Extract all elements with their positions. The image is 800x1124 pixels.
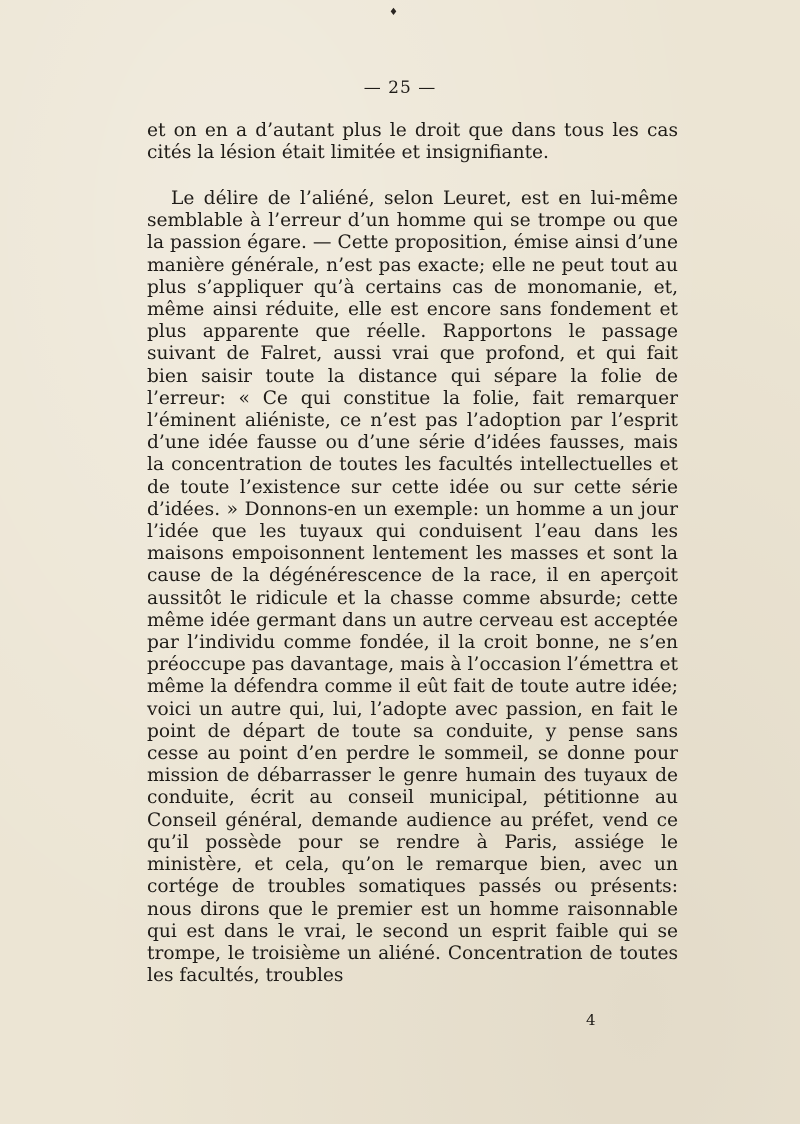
page-number-header: — 25 — [363, 78, 437, 98]
paragraph-main: Le délire de l’aliéné, selon Leuret, est en lui-même semblable à l’erreur d’un homme qui se trompe ou que la passion égare. — Cette proposition, émise ainsi d’une manière générale, n’est pas exacte; elle ne peut tout au plus s’appliquer qu’à certains cas de monomanie, et, même ainsi réduite, elle est encore sans fondement et plus apparente que réelle. Rapportons le passage suivant de Falret, aussi vrai que profond, et qui fait bien saisir toute la distance qui sépare la folie de l’erreur: « Ce qui constitue la folie, fait remarquer l’éminent aliéniste, ce n’est pas l’adoption par l’esprit d’une idée fausse ou d’une série d’idées fausses, mais la concentration de toutes les facultés intellectuelles et de toute l’existence sur cette idée ou sur cette série d’idées. » Donnons-en un exemple: un homme a un jour l’idée que les tuyaux qui conduisent l’eau dans les maisons empoisonnent lentement les masses et sont la cause de la dégénérescence de la race, il en aperçoit aussitôt le ridicule et la chasse comme absurde; cette même idée germant dans un autre cerveau est acceptée par l’individu comme fondée, il la croit bonne, ne s’en préoccupe pas davantage, mais à l’occasion l’émettra et même la défendra comme il eût fait de toute autre idée; voici un autre qui, lui, l’adopte avec passion, en fait le point de départ de toute sa conduite, y pense sans cesse au point d’en perdre le sommeil, se donne pour mission de débarrasser le genre humain des tuyaux de conduite, écrit au conseil municipal, pétitionne au Conseil général, demande audience au préfet, vend ce qu’il possède pour se rendre à Paris, assiége le ministère, et cela, qu’on le remarque bien, avec un cortége de troubles somatiques passés ou présents: nous dirons que le premier est un homme raisonnable qui est dans le vrai, le second un esprit faible qui se trompe, le troisième un aliéné. Concentration de toutes les facultés, troubles [147, 188, 678, 987]
signature-mark: 4 [586, 1011, 596, 1029]
paragraph-continuation: et on en a d’autant plus le droit que dans tous les cas cités la lésion était limitée et insignifiante. [147, 120, 678, 164]
printer-mark: ♦ [389, 7, 398, 18]
